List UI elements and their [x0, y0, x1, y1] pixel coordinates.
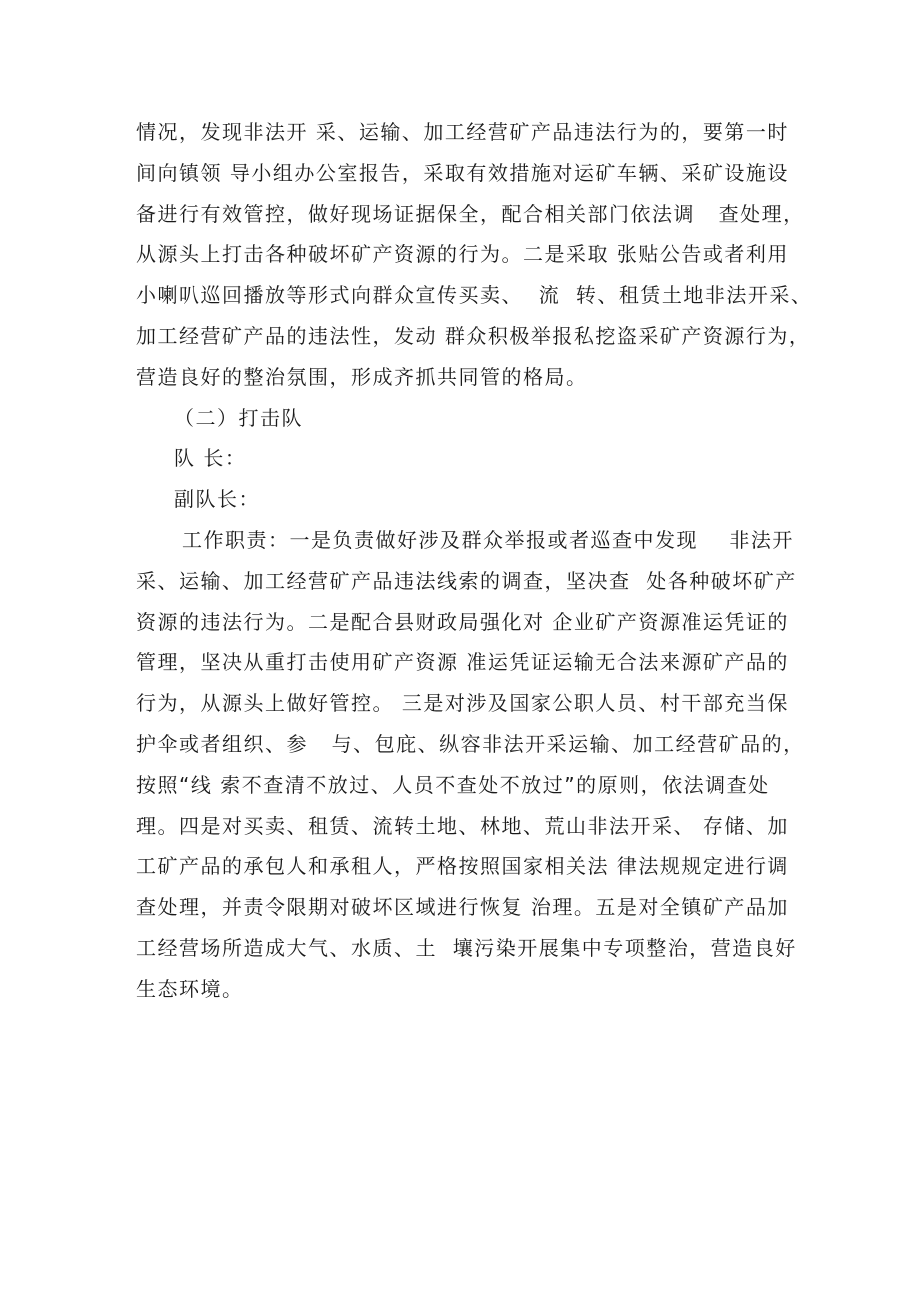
body-line: 采、运输、加工经营矿产品违法线索的调查，坚决查 处各种破坏矿产	[136, 568, 797, 593]
body-line: 情况，发现非法开 采、运输、加工经营矿产品违法行为的，要第一时	[136, 120, 789, 144]
body-line: 查处理，并责令限期对破坏区域进行恢复 治理。五是对全镇矿产品加	[136, 895, 789, 920]
body-line: 按照“线 索不查清不放过、人员不查处不放过”的原则，依法调查处	[136, 772, 770, 797]
body-line: 资源的违法行为。二是配合县财政局强化对 企业矿产资源准运凭证的	[136, 609, 789, 634]
duties-paragraph-start: 工作职责：一是负责做好涉及群众举报或者巡查中发现 非法开	[182, 527, 794, 552]
section-heading: （二）打击队	[174, 405, 303, 430]
body-line: 工矿产品的承包人和承租人，严格按照国家相关法 律法规规定进行调	[136, 854, 789, 879]
document-body	[136, 112, 813, 1010]
body-line: 生态环境。	[136, 976, 244, 1001]
body-line: 护伞或者组织、参 与、包庇、纵容非法开采运输、加工经营矿品的，	[136, 731, 805, 756]
body-line: 加工经营矿产品的违法性，发动 群众积极举报私挖盗采矿产资源行为，	[136, 323, 811, 348]
body-line: 小喇叭巡回播放等形式向群众宣传买卖、 流 转、租赁土地非法开采、	[136, 283, 813, 308]
body-line: 间向镇领 导小组办公室报告，采取有效措施对运矿车辆、采矿设施设	[136, 160, 789, 185]
vice-captain-label: 副队长：	[174, 487, 260, 512]
body-line: 管理，坚决从重打击使用矿产资源 准运凭证运输无合法来源矿产品的	[136, 650, 789, 675]
body-line: 工经营场所造成大气、水质、土 壤污染开展集中专项整治，营造良好	[136, 935, 797, 960]
body-line: 营造良好的整治氛围，形成齐抓共同管的格局。	[136, 364, 588, 389]
body-line: 备进行有效管控，做好现场证据保全，配合相关部门依法调 查处理，	[136, 201, 805, 226]
captain-label: 队 长：	[174, 446, 247, 471]
body-line: 从源头上打击各种破坏矿产资源的行为。二是采取 张贴公告或者利用	[136, 242, 789, 267]
body-line: 理。四是对买卖、租赁、流转土地、林地、荒山非法开采、 存储、加	[136, 813, 789, 838]
body-line: 行为，从源头上做好管控。 三是对涉及国家公职人员、村干部充当保	[136, 691, 789, 716]
